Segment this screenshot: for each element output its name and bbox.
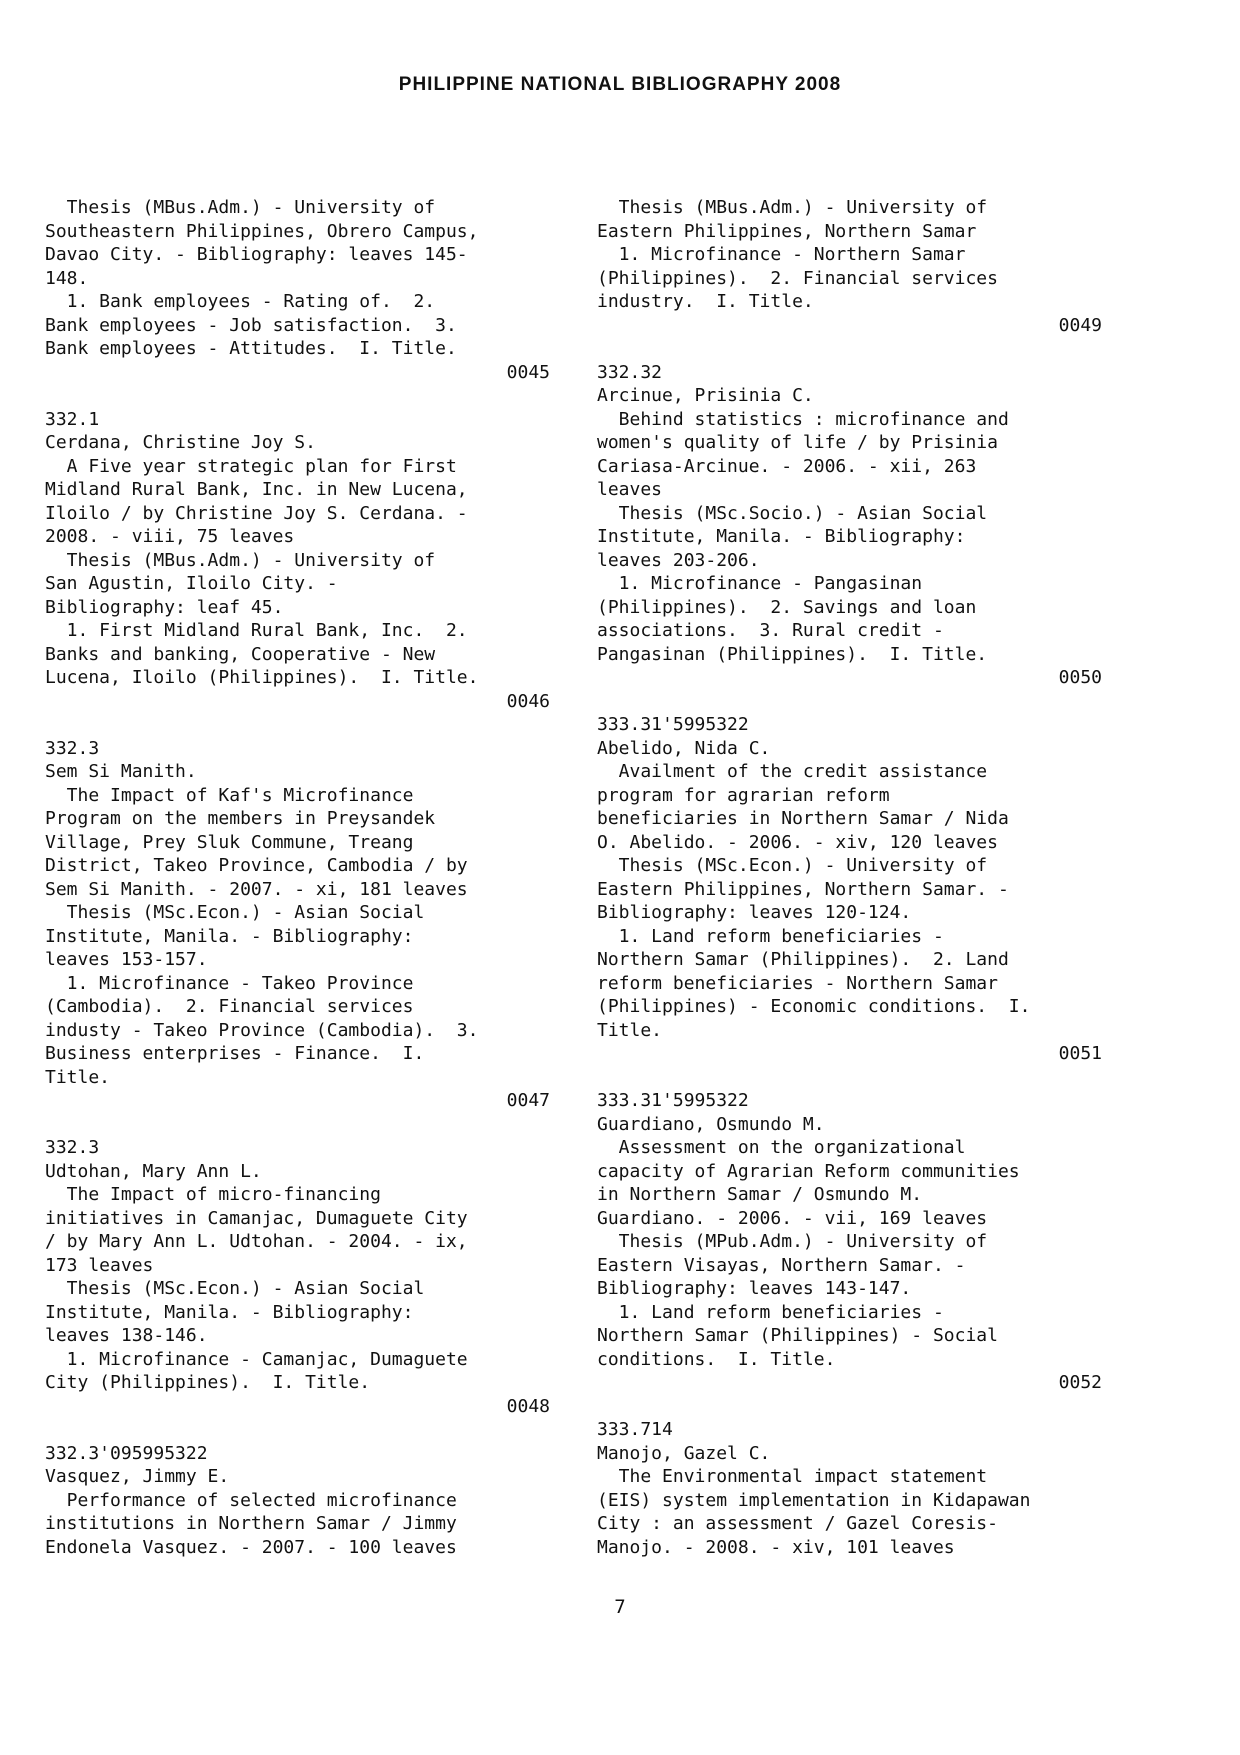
entry-line: 332.1: [45, 408, 100, 430]
entry-line: leaves 203-206.: [597, 549, 760, 571]
entry-spacer: [45, 1113, 550, 1137]
entry-line: leaves: [597, 479, 663, 500]
entry-line: in Northern Samar / Osmundo M.: [597, 1184, 923, 1205]
entry-line: Arcinue, Prisinia C.: [597, 385, 814, 406]
entry-line: (EIS) system implementation in Kidapawan: [597, 1489, 1031, 1511]
bibliography-entry: [597, 196, 1102, 337]
entry-line: Village, Prey Sluk Commune, Treang: [45, 831, 414, 853]
entry-line: 1. Microfinance - Northern Samar: [597, 244, 966, 265]
entry-line: Thesis (MPub.Adm.) - University of: [597, 1231, 988, 1252]
bibliography-entry: [597, 361, 1102, 690]
entry-spacer: [45, 384, 550, 408]
entry-number: 0050: [1058, 667, 1102, 688]
entry-line: Eastern Philippines, Northern Samar: [597, 220, 977, 242]
bibliography-entry: [597, 1418, 1102, 1559]
entry-line: (Cambodia). 2. Financial services: [45, 996, 414, 1017]
entry-line: The Environmental impact statement: [597, 1466, 988, 1487]
entry-spacer: [597, 1066, 1102, 1090]
entry-line: Guardiano, Osmundo M.: [597, 1113, 825, 1135]
entry-line: leaves 153-157.: [45, 949, 208, 970]
entry-line: Sem Si Manith. - 2007. - xi, 181 leaves: [45, 878, 468, 900]
entry-line: Thesis (MSc.Econ.) - Asian Social: [45, 902, 425, 923]
entry-line: Thesis (MSc.Socio.) - Asian Social: [597, 502, 988, 524]
entry-line: Abelido, Nida C.: [597, 737, 771, 759]
entry-line: / by Mary Ann L. Udtohan. - 2004. - ix,: [45, 1231, 468, 1252]
entry-number: 0052: [1058, 1372, 1102, 1393]
entry-line: beneficiaries in Northern Samar / Nida: [597, 808, 1009, 829]
entry-line: Cerdana, Christine Joy S.: [45, 432, 316, 453]
entry-line: 332.3'095995322: [45, 1442, 208, 1464]
page-header-title: PHILIPPINE NATIONAL BIBLIOGRAPHY 2008: [398, 74, 842, 95]
entry-line: Sem Si Manith.: [45, 761, 197, 782]
entry-line: Thesis (MSc.Econ.) - Asian Social: [45, 1278, 425, 1299]
entry-line: O. Abelido. - 2006. - xiv, 120 leaves: [597, 831, 998, 853]
entry-line: Eastern Visayas, Northern Samar. -: [597, 1254, 966, 1276]
entry-line: Udtohan, Mary Ann L.: [45, 1160, 262, 1182]
entry-line: Manojo. - 2008. - xiv, 101 leaves: [597, 1536, 955, 1558]
entry-number: 0049: [1058, 314, 1102, 336]
entry-line: 1. Bank employees - Rating of. 2.: [45, 291, 436, 312]
entry-line: program for agrarian reform: [597, 784, 890, 806]
entry-line: Bibliography: leaves 120-124.: [597, 902, 912, 923]
entry-line: Performance of selected microfinance: [45, 1489, 457, 1511]
entry-line: 333.714: [597, 1419, 673, 1440]
entry-line: Midland Rural Bank, Inc. in New Lucena,: [45, 479, 468, 500]
entry-spacer: [45, 1418, 550, 1442]
entry-line: 1. Microfinance - Pangasinan: [597, 573, 923, 594]
entry-line: Davao City. - Bibliography: leaves 145-: [45, 244, 468, 265]
bibliography-entry: [45, 1136, 550, 1418]
entry-line: Manojo, Gazel C.: [597, 1442, 771, 1464]
bibliography-entry: [45, 1442, 550, 1560]
entry-line: Northern Samar (Philippines) - Social: [597, 1325, 998, 1346]
entry-line: Southeastern Philippines, Obrero Campus,: [45, 220, 479, 242]
entry-line: Institute, Manila. - Bibliography:: [597, 526, 966, 547]
entry-line: (Philippines) - Economic conditions. I.: [597, 996, 1031, 1017]
entry-line: (Philippines). 2. Financial services: [597, 267, 998, 289]
entry-line: Thesis (MBus.Adm.) - University of: [597, 197, 988, 218]
entry-line: Bank employees - Attitudes. I. Title.: [45, 338, 457, 359]
entry-line: Bibliography: leaves 143-147.: [597, 1278, 912, 1299]
entry-line: 173 leaves: [45, 1254, 154, 1276]
entry-line: Thesis (MSc.Econ.) - University of: [597, 855, 988, 876]
bibliography-entry: [45, 196, 550, 384]
right-column: [597, 196, 1102, 1559]
entry-number: 0047: [506, 1090, 550, 1111]
entry-line: Behind statistics : microfinance and: [597, 408, 1009, 430]
entry-line: Iloilo / by Christine Joy S. Cerdana. -: [45, 502, 468, 524]
entry-line: 2008. - viii, 75 leaves: [45, 526, 295, 547]
entry-line: conditions. I. Title.: [597, 1348, 836, 1370]
entry-spacer: [45, 713, 550, 737]
entry-line: associations. 3. Rural credit -: [597, 620, 944, 641]
entry-line: industy - Takeo Province (Cambodia). 3.: [45, 1019, 479, 1041]
entry-spacer: [597, 1395, 1102, 1419]
entry-line: Bank employees - Job satisfaction. 3.: [45, 314, 457, 336]
entry-line: Northern Samar (Philippines). 2. Land: [597, 949, 1009, 970]
entry-line: Institute, Manila. - Bibliography:: [45, 1301, 414, 1323]
entry-line: Assessment on the organizational: [597, 1137, 966, 1158]
entry-line: The Impact of Kaf's Microfinance: [45, 784, 414, 806]
entry-line: District, Takeo Province, Cambodia / by: [45, 855, 468, 876]
entry-line: Availment of the credit assistance: [597, 761, 988, 782]
entry-line: City (Philippines). I. Title.: [45, 1372, 371, 1393]
entry-line: Guardiano. - 2006. - vii, 169 leaves: [597, 1207, 988, 1229]
entry-line: Title.: [45, 1066, 111, 1088]
page-number: 7: [614, 1596, 626, 1618]
bibliography-entry: [597, 713, 1102, 1066]
entry-line: 332.32: [597, 361, 663, 383]
bibliography-entry: [45, 737, 550, 1113]
entry-line: A Five year strategic plan for First: [45, 455, 457, 477]
entry-line: industry. I. Title.: [597, 291, 814, 312]
entry-line: Thesis (MBus.Adm.) - University of: [45, 549, 436, 571]
bibliography-entry: [45, 408, 550, 714]
entry-line: initiatives in Camanjac, Dumaguete City: [45, 1207, 468, 1229]
entry-line: (Philippines). 2. Savings and loan: [597, 596, 977, 618]
entry-number: 0046: [506, 690, 550, 712]
entry-line: Lucena, Iloilo (Philippines). I. Title.: [45, 667, 479, 688]
entry-line: 148.: [45, 267, 89, 289]
entry-line: women's quality of life / by Prisinia: [597, 432, 998, 453]
entry-line: Pangasinan (Philippines). I. Title.: [597, 643, 988, 665]
entry-line: 333.31'5995322: [597, 1090, 749, 1111]
entry-line: 1. First Midland Rural Bank, Inc. 2.: [45, 620, 468, 641]
entry-line: The Impact of micro-financing: [45, 1184, 381, 1205]
entry-line: Business enterprises - Finance. I.: [45, 1043, 425, 1064]
entry-number: 0051: [1058, 1043, 1102, 1064]
entry-line: 1. Microfinance - Takeo Province: [45, 972, 414, 994]
entry-line: Institute, Manila. - Bibliography:: [45, 925, 414, 947]
entry-spacer: [597, 690, 1102, 714]
bibliography-entry: [597, 1089, 1102, 1395]
entry-spacer: [597, 337, 1102, 361]
entry-line: 333.31'5995322: [597, 714, 749, 735]
entry-line: 332.3: [45, 1137, 100, 1158]
entry-line: reform beneficiaries - Northern Samar: [597, 972, 998, 994]
entry-line: Cariasa-Arcinue. - 2006. - xii, 263: [597, 455, 977, 477]
left-column: [45, 196, 550, 1559]
entry-line: San Agustin, Iloilo City. -: [45, 573, 338, 594]
entry-line: 1. Land reform beneficiaries -: [597, 1301, 944, 1323]
entry-number: 0045: [506, 361, 550, 383]
entry-line: leaves 138-146.: [45, 1325, 208, 1346]
entry-line: 332.3: [45, 737, 100, 759]
entry-number: 0048: [506, 1395, 550, 1417]
entry-line: 1. Land reform beneficiaries -: [597, 925, 944, 947]
entry-line: Vasquez, Jimmy E.: [45, 1466, 230, 1487]
entry-line: Title.: [597, 1019, 663, 1041]
entry-line: Program on the members in Preysandek: [45, 808, 436, 829]
entry-line: Banks and banking, Cooperative - New: [45, 643, 436, 665]
entry-line: City : an assessment / Gazel Coresis-: [597, 1513, 998, 1534]
entry-line: Eastern Philippines, Northern Samar. -: [597, 878, 1009, 900]
entry-line: Thesis (MBus.Adm.) - University of: [45, 197, 436, 218]
entry-line: capacity of Agrarian Reform communities: [597, 1160, 1020, 1182]
entry-line: 1. Microfinance - Camanjac, Dumaguete: [45, 1348, 468, 1370]
entry-line: Bibliography: leaf 45.: [45, 596, 284, 618]
entry-line: Endonela Vasquez. - 2007. - 100 leaves: [45, 1536, 457, 1558]
entry-line: institutions in Northern Samar / Jimmy: [45, 1513, 457, 1534]
